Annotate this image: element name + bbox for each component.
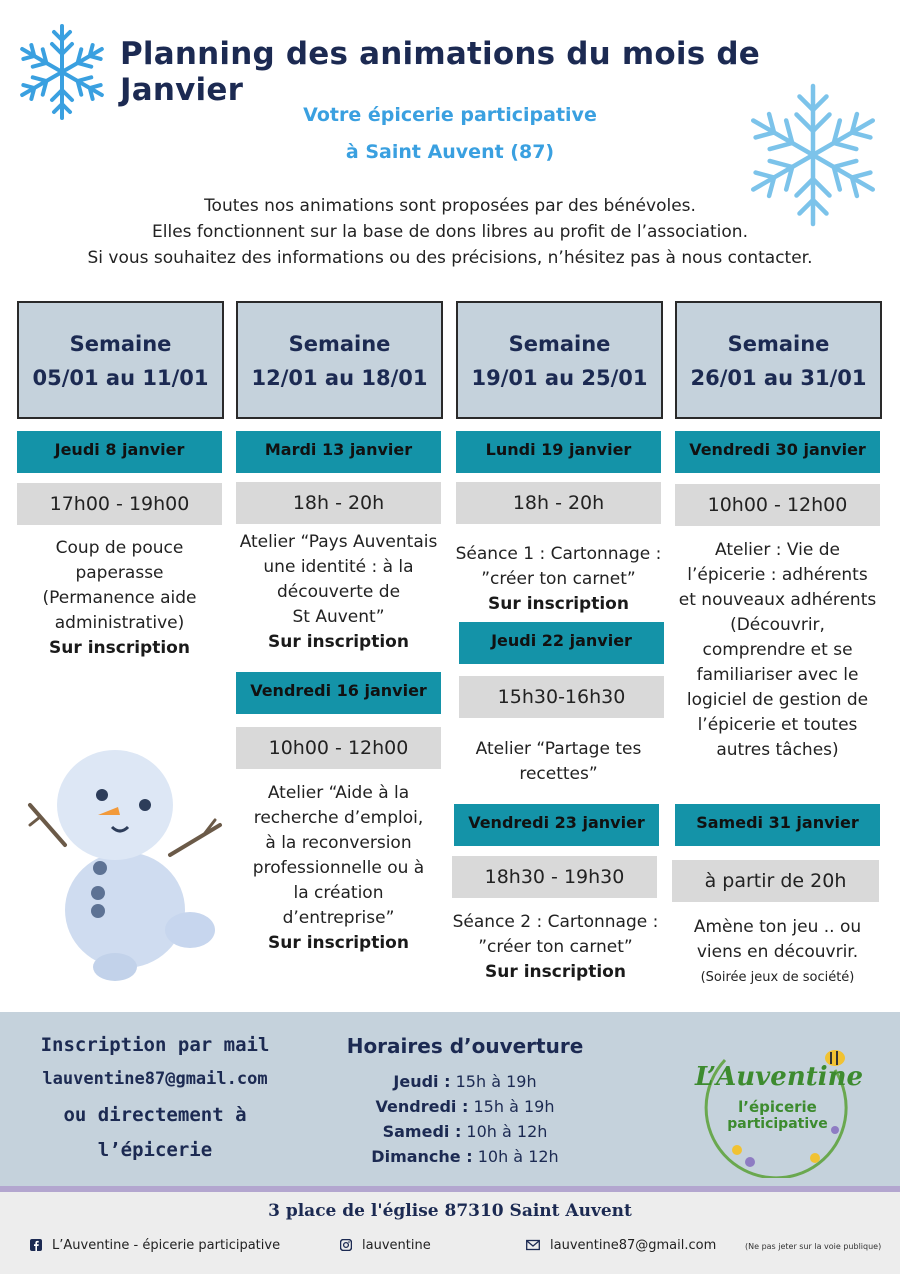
inscription-email[interactable]: lauventine87@gmail.com [42,1069,268,1089]
hours-title: Horaires d’ouverture [346,1034,584,1058]
facebook-icon [30,1239,42,1251]
hours-day: Vendredi : [375,1097,469,1116]
desc-line: une identité : à la [263,557,414,577]
week-label: Semaine [288,332,391,356]
desc-line: professionnelle ou à [252,858,425,878]
desc-line: St Auvent” [292,607,385,627]
week-header [675,301,882,419]
desc-line: et nouveaux adhérents [678,590,877,610]
week-label: Semaine [69,332,172,356]
event-time: à partir de 20h [672,860,879,902]
desc-small-note: (Soirée jeux de société) [700,970,855,985]
event-time: 15h30-16h30 [459,676,664,718]
page-title: Planning des animations du mois de Janvier [120,36,760,108]
event-time: 18h - 20h [456,482,661,524]
event-day: Mardi 13 janvier [236,431,441,473]
event-description [670,538,885,763]
week-range: 26/01 au 31/01 [690,366,867,390]
inscription-line: ou directement à [63,1104,247,1126]
logo-name: L’Auventine [695,1062,864,1092]
hours-day: Jeudi : [393,1072,451,1091]
event-description [17,536,222,661]
event-day: Vendredi 23 janvier [454,804,659,846]
hours-day: Dimanche : [371,1147,473,1166]
event-day: Lundi 19 janvier [456,431,661,473]
desc-line: ”créer ton carnet” [478,937,633,957]
desc-line: paperasse [75,563,164,583]
desc-line: la création [293,883,384,903]
event-description [449,737,668,787]
hours-row [330,1122,600,1141]
desc-line: administrative) [54,613,185,633]
intro-line-1: Toutes nos animations sont proposées par des bénévoles. [204,196,696,216]
email-label: lauventine87@gmail.com [550,1238,717,1253]
week-range: 05/01 au 11/01 [32,366,209,390]
hours-time: 15h à 19h [468,1097,555,1116]
event-day: Jeudi 22 janvier [459,622,664,664]
logo-line2: participative [727,1116,828,1132]
event-description [670,915,885,990]
hours-time: 10h à 12h [461,1122,548,1141]
disclaimer: (Ne pas jeter sur la voie publique) [745,1242,882,1251]
registration-note: Sur inscription [268,632,409,652]
registration-note: Sur inscription [488,594,629,614]
snowflake-icon [12,22,112,122]
event-day: Vendredi 30 janvier [675,431,880,473]
desc-line: l’épicerie : adhérents [687,565,868,585]
event-time: 18h30 - 19h30 [452,856,657,898]
inscription-line: l’épicerie [97,1139,213,1161]
desc-line: familiariser avec le [696,665,859,685]
desc-line: (Permanence aide [42,588,197,608]
snowman-illustration [20,735,230,985]
desc-line: Atelier “Aide à la [267,783,410,803]
week-range: 19/01 au 25/01 [471,366,648,390]
hours-row [330,1097,600,1116]
week-header [236,301,443,419]
desc-line: Coup de pouce [55,538,184,558]
desc-line: comprendre et se [702,640,853,660]
hours-day: Samedi : [382,1122,462,1141]
event-description [449,542,668,617]
event-time: 10h00 - 12h00 [675,484,880,526]
instagram-icon [340,1239,352,1251]
facebook-link[interactable] [30,1238,280,1253]
hours-time: 15h à 19h [450,1072,537,1091]
week-label: Semaine [727,332,830,356]
instagram-link[interactable] [340,1238,431,1253]
desc-line: Atelier “Pays Auventais [239,532,438,552]
desc-line: Séance 1 : Cartonnage : [455,544,662,564]
desc-line: Amène ton jeu .. ou [693,917,862,937]
week-header [456,301,663,419]
address: 3 place de l'église 87310 Saint Auvent [268,1201,632,1221]
desc-line: logiciel de gestion de [686,690,869,710]
desc-line: recettes” [519,764,598,784]
desc-line: Séance 2 : Cartonnage : [452,912,659,932]
event-day: Vendredi 16 janvier [236,672,441,714]
registration-note: Sur inscription [268,933,409,953]
logo-line1: l’épicerie [738,1098,817,1116]
desc-line: découverte de [276,582,401,602]
desc-line: d’entreprise” [282,908,395,928]
hours-row [330,1147,600,1166]
hours-row [330,1072,600,1091]
intro-line-3: Si vous souhaitez des informations ou des précisions, n’hésitez pas à nous contacter. [87,248,813,268]
logo [695,1030,864,1178]
event-time: 17h00 - 19h00 [17,483,222,525]
registration-note: Sur inscription [485,962,626,982]
desc-line: (Découvrir, [730,615,825,635]
hours-time: 10h à 12h [472,1147,559,1166]
desc-line: Atelier “Partage tes [475,739,642,759]
desc-line: l’épicerie et toutes [697,715,858,735]
intro-line-2: Elles fonctionnent sur la base de dons libres au profit de l’association. [152,222,748,242]
subtitle-line-2: à Saint Auvent (87) [345,141,555,163]
event-day: Jeudi 8 janvier [17,431,222,473]
event-day: Samedi 31 janvier [675,804,880,846]
event-time: 10h00 - 12h00 [236,727,441,769]
desc-line: viens en découvrir. [696,942,859,962]
desc-line: à la reconversion [265,833,412,853]
week-header [17,301,224,419]
email-link[interactable] [526,1238,716,1253]
registration-note: Sur inscription [49,638,190,658]
mail-icon [526,1239,540,1251]
event-time: 18h - 20h [236,482,441,524]
desc-line: recherche d’emploi, [253,808,424,828]
event-description [231,781,446,956]
instagram-label: lauventine [362,1238,431,1253]
inscription-line: Inscription par mail [40,1034,270,1056]
facebook-label: L’Auventine - épicerie participative [52,1238,281,1253]
desc-line: Atelier : Vie de [715,540,840,560]
desc-line: ”créer ton carnet” [481,569,636,589]
event-description [231,530,446,655]
desc-line: autres tâches) [716,740,839,760]
week-label: Semaine [508,332,611,356]
week-range: 12/01 au 18/01 [251,366,428,390]
event-description [446,910,665,985]
subtitle-line-1: Votre épicerie participative [303,104,597,126]
